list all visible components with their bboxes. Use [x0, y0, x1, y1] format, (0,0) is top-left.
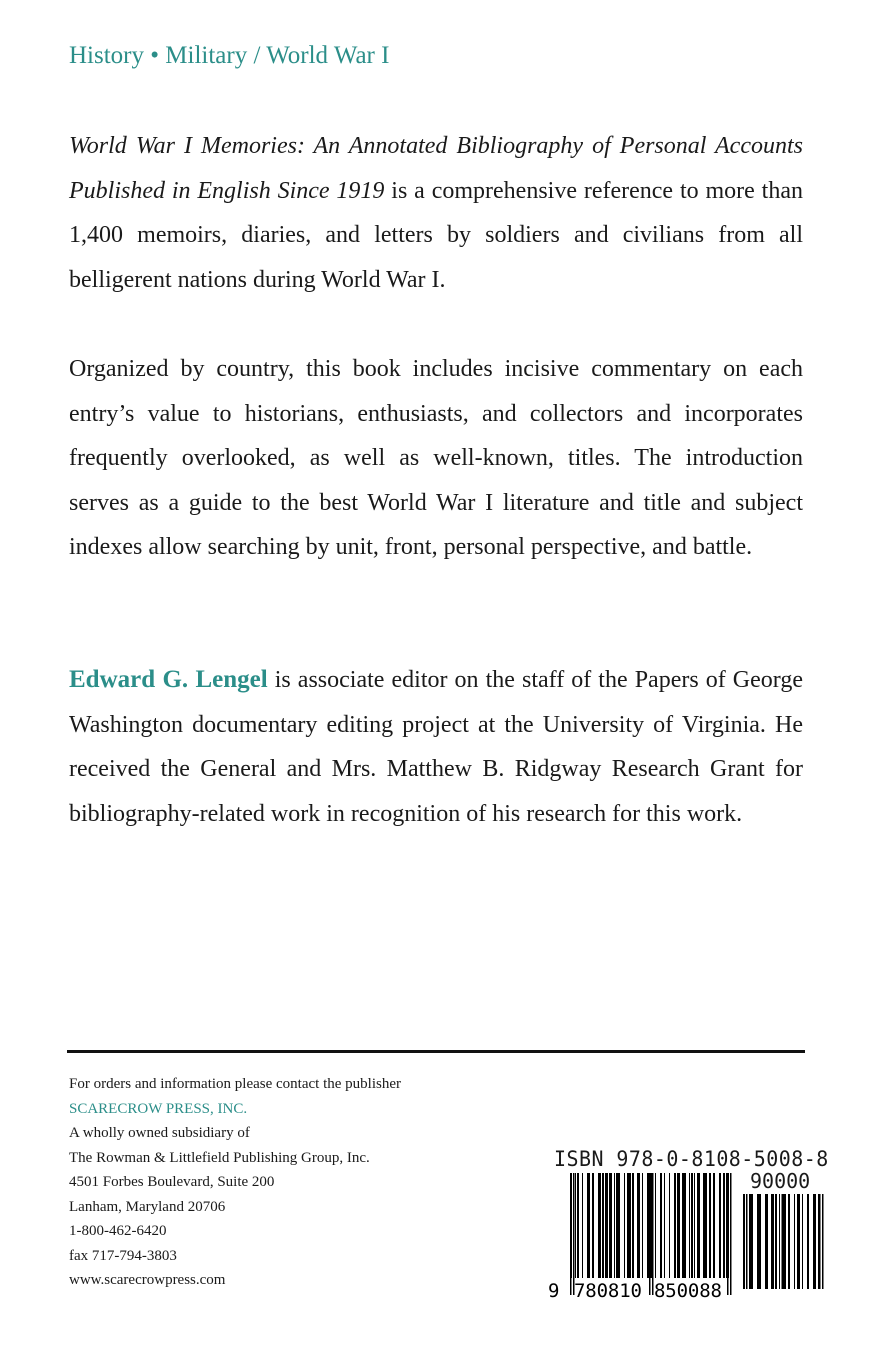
barcode-bar	[697, 1173, 700, 1278]
isbn-barcode	[548, 1170, 825, 1302]
publisher-address-1: 4501 Forbes Boulevard, Suite 200	[69, 1174, 275, 1190]
barcode-bar	[818, 1194, 819, 1289]
barcode-guard-bar	[782, 1194, 784, 1289]
barcode-guard-bar	[649, 1173, 651, 1295]
author-bio	[69, 658, 803, 836]
barcode-bar	[709, 1173, 711, 1278]
barcode-bar	[655, 1173, 656, 1278]
barcode-bar	[605, 1173, 608, 1278]
description-paragraph-2: Organized by country, this book includes incisive commentary on each entry’s value to historians, enthusiasts, and collectors and incorporates frequently overlooked, as well as well-known, titles. The introduction serves as a guide to the best World War I literature and title and subject indexes allow searching by unit, front, personal perspective, and battle.	[69, 356, 803, 561]
publisher-address-2: Lanham, Maryland 20706	[69, 1198, 226, 1215]
publisher-parent: The Rowman & Littlefield Publishing Group, Inc.	[69, 1149, 370, 1166]
barcode-bar	[647, 1173, 649, 1278]
category-label: History	[69, 42, 144, 69]
barcode-bar	[694, 1173, 695, 1278]
description-text: is a comprehensive reference to more than 1,400 memoirs, diaries, and letters by soldiers and civilians from all belligerent nations during World War I.	[69, 177, 803, 293]
barcode-bar	[719, 1173, 721, 1278]
barcode-bar	[771, 1194, 774, 1289]
barcode-bar	[624, 1173, 625, 1278]
author-bio-text: is associate editor on the staff of the Papers of George Washington documentary editing project at the University of Virginia. He received the General and Mrs. Matthew B. Ridgway Research Grant for bibliography-related work in recognition of his research for this work.	[69, 667, 803, 827]
barcode-guard-bar	[573, 1173, 575, 1295]
barcode-bar	[577, 1173, 579, 1278]
barcode-bar	[794, 1194, 795, 1289]
barcode-bar	[587, 1173, 590, 1278]
barcode-bar	[749, 1194, 753, 1289]
barcode-bar	[674, 1173, 676, 1278]
description-paragraph-1	[69, 124, 803, 302]
subcategory-label: Military / World War I	[165, 42, 390, 69]
barcode-guard-bar	[785, 1194, 787, 1289]
publisher-fax: fax 717-794-3803	[69, 1247, 177, 1264]
publisher-website: www.scarecrowpress.com	[69, 1272, 226, 1288]
book-title: World War I Memories: An Annotated Bibliography of Personal Accounts Published in English Since 1919	[69, 133, 803, 204]
publisher-subsidiary: A wholly owned subsidiary of	[69, 1125, 250, 1141]
barcode-bar	[713, 1173, 715, 1278]
barcode-bar	[632, 1173, 634, 1278]
author-name: Edward G. Lengel	[69, 666, 268, 693]
barcode-addon-digits: 90000	[750, 1169, 811, 1193]
bullet-separator: •	[150, 42, 160, 69]
publisher-intro: For orders and information please contact the publisher	[69, 1076, 401, 1092]
barcode-group-2: 850088	[654, 1280, 722, 1302]
barcode-bar	[757, 1194, 761, 1289]
barcode-bar	[616, 1173, 620, 1278]
barcode-guard-bar	[822, 1194, 824, 1289]
barcode-group-1: 780810	[574, 1280, 642, 1302]
publisher-name: SCARECROW PRESS, INC.	[69, 1100, 248, 1117]
barcode-bar	[664, 1173, 665, 1278]
barcode-bar	[669, 1173, 670, 1278]
barcode-bar	[602, 1173, 604, 1278]
publisher-phone: 1-800-462-6420	[69, 1223, 167, 1239]
barcode-bar	[609, 1173, 612, 1278]
barcode-bar	[775, 1194, 777, 1289]
barcode-guard-bar	[652, 1173, 654, 1295]
barcode-bar	[813, 1194, 816, 1289]
barcode-guard-bar	[746, 1194, 748, 1289]
barcode-guard-bar	[570, 1173, 572, 1295]
barcode-bar	[592, 1173, 594, 1278]
barcode-bar	[598, 1173, 601, 1278]
barcode-bar	[802, 1194, 803, 1289]
barcode-bar	[807, 1194, 809, 1289]
barcode-bar	[689, 1173, 690, 1278]
barcode-guard-bar	[730, 1173, 732, 1295]
barcode-guard-bar	[727, 1173, 729, 1295]
barcode-bar	[637, 1173, 640, 1278]
barcode-bar	[691, 1173, 693, 1278]
category-header	[69, 42, 389, 70]
barcode-bar	[797, 1194, 800, 1289]
barcode-bar	[660, 1173, 662, 1278]
barcode-bar	[575, 1173, 576, 1278]
barcode-bar	[765, 1194, 768, 1289]
barcode-bar	[677, 1173, 680, 1278]
barcode-bar	[779, 1194, 780, 1289]
isbn-label: ISBN 978-0-8108-5008-8	[554, 1147, 829, 1171]
barcode-bar	[723, 1173, 725, 1278]
barcode-main-bars	[570, 1173, 732, 1295]
barcode-bar	[788, 1194, 790, 1289]
barcode-bar	[703, 1173, 707, 1278]
barcode-guard-bar	[743, 1194, 745, 1289]
barcode-bar	[627, 1173, 631, 1278]
barcode-bar	[642, 1173, 643, 1278]
barcode-lead-digit: 9	[548, 1280, 560, 1302]
barcode-bar	[682, 1173, 686, 1278]
divider	[67, 1050, 805, 1053]
barcode-guard-bar	[819, 1194, 821, 1289]
barcode-bar	[614, 1173, 615, 1278]
barcode-bar	[582, 1173, 583, 1278]
publisher-info	[69, 1072, 401, 1293]
barcode-addon-bars	[743, 1194, 824, 1289]
